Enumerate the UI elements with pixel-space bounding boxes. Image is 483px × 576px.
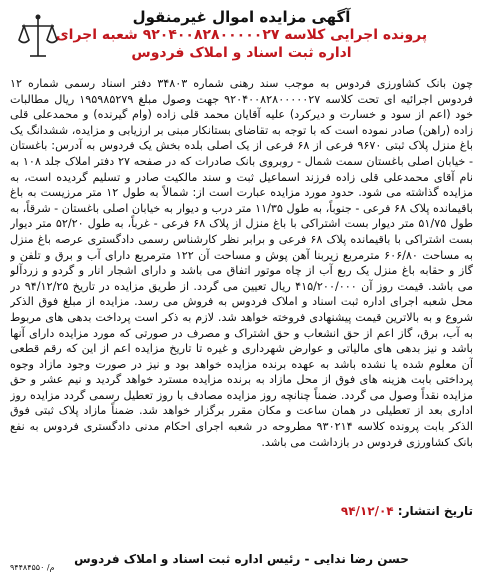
- notice-header: [10, 8, 473, 70]
- office-name: اداره ثبت اسناد و املاک فردوس: [131, 45, 352, 61]
- publication-date: [10, 504, 473, 518]
- case-number-line: پرونده اجرایی کلاسه ۹۲۰۴۰۰۸۲۸۰۰۰۰۰۲۷ شعبه اجرای: [55, 27, 428, 43]
- signature-line: حسن رضا ندایی - رئیس اداره ثبت اسناد و املاک فردوس: [74, 552, 409, 566]
- publication-date-value: ۹۴/۱۲/۰۴: [340, 504, 394, 518]
- notice-code: م/ ۹۴۴۸۴۵۵۰: [10, 563, 55, 572]
- publication-date-label: تاریخ انتشار:: [397, 504, 473, 518]
- notice-title: آگهی مزایده اموال غیرمنقول: [132, 8, 351, 26]
- scales-of-justice-icon: [16, 12, 60, 62]
- notice-body: چون بانک کشاورزی فردوس به موجب سند رهنی شماره ۳۴۸۰۳ دفتر اسناد رسمی شماره ۱۲ فردوس اجرائیه ای تحت کلاسه ۹۲۰۴۰۰۸۲۸۰۰۰۰۰۲۷ جهت وصول مبلغ ۱۹۵۹۸۵۲۷۹ ریال مطالبات خود (اعم از سود و خسارت و دیرکرد) علیه آقایان محمد قلی زاده (وام گیرنده) و محمدعلی قلی زاده (راهن) صادر نموده است که با توجه به تقاضای بستانکار مبنی بر ارزیابی و مزایده، ششدانگ یک باغ منزل پلاک ثبتی ۹۶۷۰ فرعی از ۶۸ فرعی از یک اصلی بلده بخش یک فردوس به آدرس: باغستان - خیابان اصلی باغستان سمت شمال - روبروی بانک صادرات که در صفحه ۲۷ دفتر املاک جلد ۱۰۸ به نام آقای محمدعلی قلی زاده فرزند اسماعیل ثبت و سند مالکیت صادر و تسلیم گردیده است، به مزایده گذاشته می شود. حدود مورد مزایده عبارت است از: شمالاً به طول ۱۲ متر مرزیست به باغ باقیمانده پلاک ۶۸ فرعی - جنوباً، به طول ۱۱/۳۵ متر درب و دیوار به خیابان اصلی باغستان - شرقاً، به طول ۵۱/۷۵ متر دیوار بست اشتراکی با باغ منزل از پلاک ۶۸ فرعی - غرباً، به طول ۵۲/۲۰ متر دیوار بست اشتراکی با باقیمانده پلاک ۶۸ فرعی و برابر نظر کارشناس رسمی دادگستری عرصه باغ منزل به مساحت ۶۰۶/۸۰ مترمربع زیربنا آهن پوش و مساحت آن ۱۲۲ مترمربع دارای آب و برق و تلفن و گاز و حقابه باغ منزل یک ربع آب از چاه موتور اتفاق می باشد و دارای اشجار انار و گردو و زردآلو می باشد. قیمت روز آن ۴۱۵/۲۰۰/۰۰۰ ریال تعیین می گردد. از طریق مزایده در تاریخ ۹۴/۱۲/۲۵ در محل شعبه اجرای اداره ثبت اسناد و املاک فردوس به فروش می رسد. مزایده از مبلغ فوق الذکر شروع و به بالاترین قیمت پیشنهادی فروخته خواهد شد. لازم به ذکر است پرداخت بدهی های مربوط به آب، برق، گاز اعم از حق انشعاب و حق اشتراک و مصرف در صورتی که مورد مزایده دارای آنها باشد و نیز بدهی های مالیاتی و عوارض شهرداری و غیره تا تاریخ مزایده اعم از این که رقم قطعی آن معلوم شده یا نشده باشد به عهده برنده مزایده خواهد بود و نیز در صورت وجود مازاد وجوه پرداختی بابت هزینه های فوق از محل مازاد به برنده مزایده مسترد خواهد گردید و نیم عشر و حق مزایده نقداً وصول می گردد. ضمناً چنانچه روز مزایده مصادف با روز تعطیل رسمی گردد مزایده روز اداری بعد از تعطیلی در همان ساعت و مکان مقرر برگزار خواهد شد. ضمناً مازاد پلاک ثبتی فوق الذکر بابت پرونده کلاسه ۹۳۰۲۱۴ مطروحه در شعبه اجرای احکام مدنی دادگستری فردوس به نفع بانک کشاورزی فردوس در بازداشت می باشد.: [10, 77, 473, 449]
